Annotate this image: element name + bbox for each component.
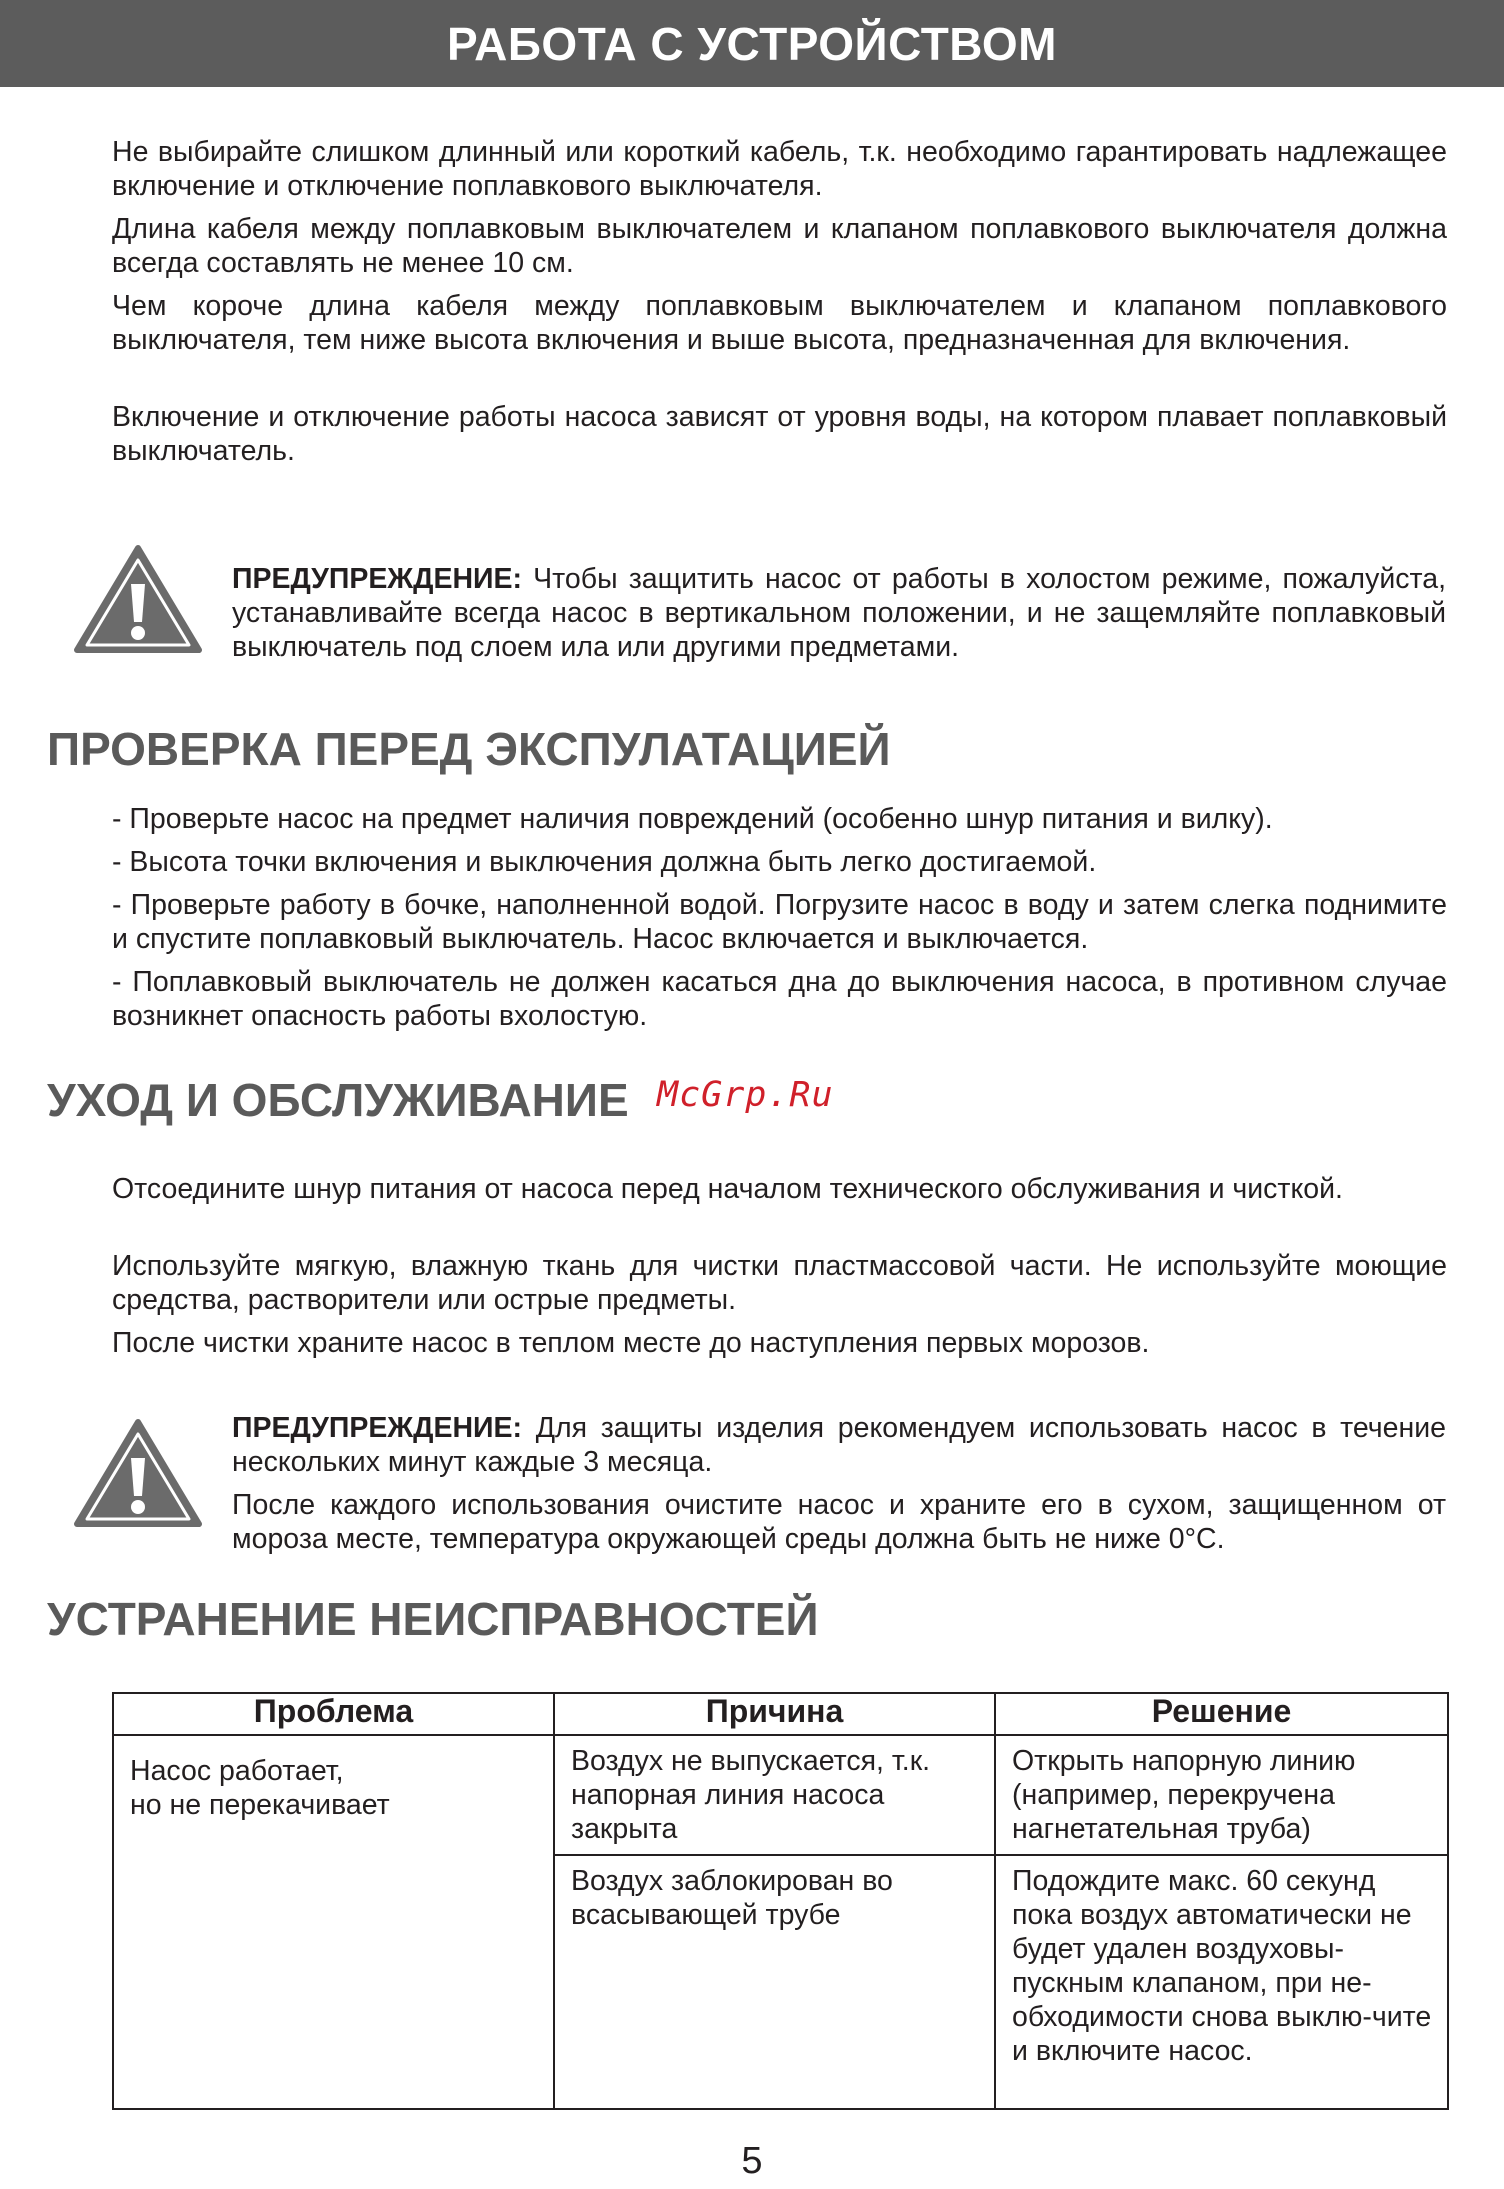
intro-paragraph-2: Длина кабеля между поплавковым выключателем и клапаном поплавкового выключателя должна всегда составлять не менее 10 см. [112, 213, 1447, 279]
solution-cell: Открыть напорную линию (например, перекручена нагнетательная труба) [995, 1735, 1448, 1855]
intro-paragraph-1: Не выбирайте слишком длинный или короткий кабель, т.к. необходимо гарантировать надлежащее включение и отключение поплавкового выключателя. [112, 136, 1447, 202]
column-header-problem: Проблема [113, 1693, 554, 1735]
warning-label: ПРЕДУПРЕЖДЕНИЕ: [232, 1412, 523, 1444]
column-header-solution: Решение [995, 1693, 1448, 1735]
troubleshooting-table [112, 1692, 1449, 2110]
section-title-troubleshooting: УСТРАНЕНИЕ НЕИСПРАВНОСТЕЙ [47, 1593, 819, 1645]
warning-block-2-text-2: После каждого использования очистите насос и храните его в сухом, защищенном от мороза месте, температура окружающей среды должна быть не ниже 0°C. [232, 1489, 1446, 1555]
check-item-3: - Проверьте работу в бочке, наполненной водой. Погрузите насос в воду и затем слегка поднимите и спустите поплавковый выключатель. Насос включается и выключается. [112, 889, 1447, 955]
check-item-1: - Проверьте насос на предмет наличия повреждений (особенно шнур питания и вилку). [112, 803, 1273, 835]
care-item-1: Отсоедините шнур питания от насоса перед началом технического обслуживания и чисткой. [112, 1173, 1343, 1205]
warning-text: Для защиты изделия рекомендуем использовать насос в течение нескольких минут каждые 3 месяца. [232, 1412, 1446, 1478]
warning-icon [73, 1418, 203, 1530]
table-header-row [113, 1693, 1448, 1735]
intro-paragraph-3: Чем короче длина кабеля между поплавковым выключателем и клапаном поплавкового выключателя, тем ниже высота включения и выше высота, предназначенная для включения. [112, 290, 1447, 356]
page-header-title: РАБОТА С УСТРОЙСТВОМ [447, 17, 1057, 70]
check-item-2: - Высота точки включения и выключения должна быть легко достигаемой. [112, 846, 1097, 878]
column-header-cause: Причина [554, 1693, 995, 1735]
warning-text: Чтобы защитить насос от работы в холостом режиме, пожалуйста, устанавливайте всегда насос в вертикальном положении, и не защемляйте поплавковый выключатель под слоем ила или другими предметами. [232, 563, 1446, 663]
cause-cell: Воздух не выпускается, т.к. напорная линия насоса закрыта [554, 1735, 995, 1855]
warning-label: ПРЕДУПРЕЖДЕНИЕ: [232, 563, 523, 595]
section-title-care: УХОД И ОБСЛУЖИВАНИЕ [47, 1074, 629, 1126]
care-item-3: После чистки храните насос в теплом месте до наступления первых морозов. [112, 1327, 1150, 1359]
intro-paragraph-4: Включение и отключение работы насоса зависят от уровня воды, на котором плавает поплавковый выключатель. [112, 401, 1447, 467]
problem-cell [113, 1735, 554, 2109]
page-header [0, 0, 1504, 87]
page-number: 5 [741, 2140, 763, 2182]
check-item-4: - Поплавковый выключатель не должен касаться дна до выключения насоса, в противном случае возникнет опасность работы вхолостую. [112, 966, 1447, 1032]
warning-block-2 [232, 1411, 1446, 1479]
problem-line-2: но не перекачивает [130, 1789, 390, 1821]
problem-line-1: Насос работает, [130, 1755, 344, 1787]
warning-block-1 [232, 562, 1446, 664]
care-item-2: Используйте мягкую, влажную ткань для чистки пластмассовой части. Не используйте моющие средства, растворители или острые предметы. [112, 1250, 1447, 1316]
solution-cell: Подождите макс. 60 секунд пока воздух автоматически не будет удален воздуховы-пускным клапаном, при не-обходимости снова выклю-чите и включите насос. [995, 1855, 1448, 2109]
warning-icon [73, 544, 203, 656]
cause-cell: Воздух заблокирован во всасывающей трубе [554, 1855, 995, 2109]
watermark: McGrp.Ru [657, 1075, 834, 1115]
table-row [113, 1735, 1448, 1855]
section-title-check: ПРОВЕРКА ПЕРЕД ЭКСПУЛАТАЦИЕЙ [47, 723, 891, 775]
